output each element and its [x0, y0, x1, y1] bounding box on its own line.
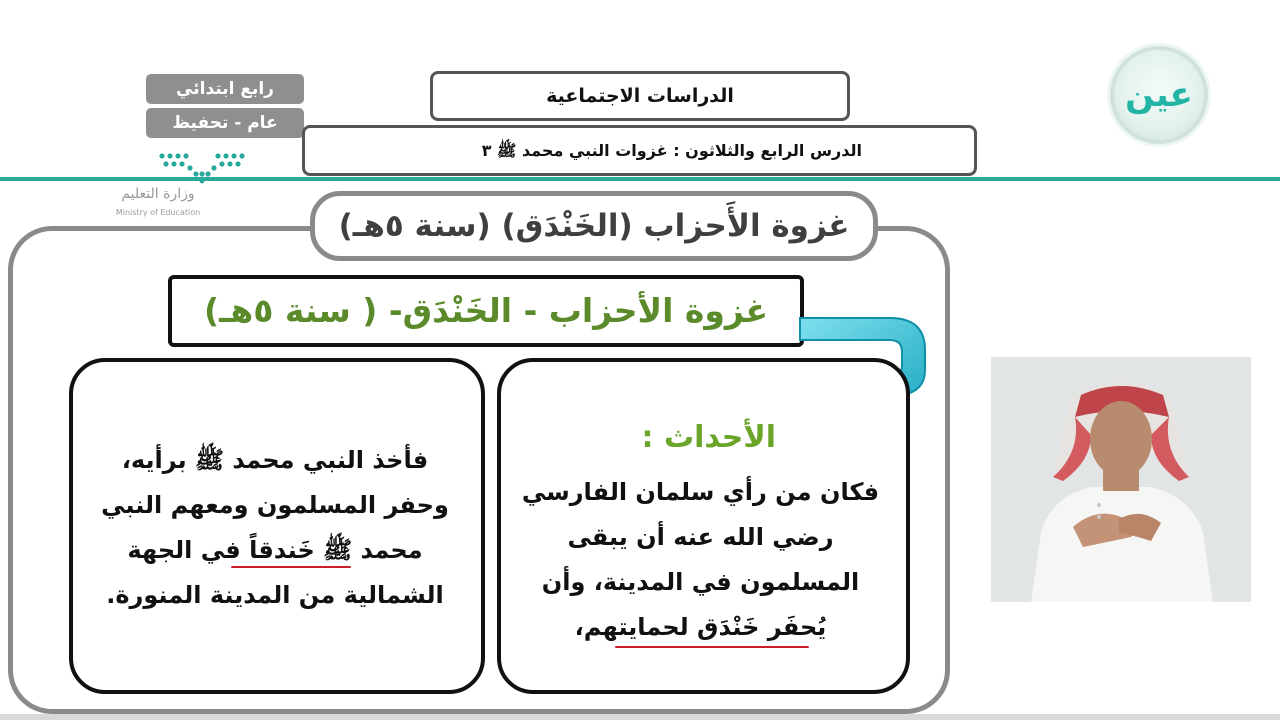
- lesson-title: الدرس الرابع والثلاثون : غزوات النبي محمد ﷺ ٣: [302, 125, 977, 176]
- presenter-figure-icon: [991, 357, 1251, 602]
- ministry-name-ar: وزارة التعليم: [121, 186, 195, 202]
- outcome-text: [87, 438, 463, 618]
- events-heading: الأحداث :: [641, 420, 776, 455]
- events-text: [513, 470, 888, 650]
- events-line: رضي الله عنه أن يبقى: [567, 523, 834, 551]
- outcome-line: فأخذ النبي محمد ﷺ برأيه،: [121, 446, 429, 474]
- events-line: يُحفَر خَنْدَق لحمايتهم،: [574, 613, 827, 641]
- ministry-emblem-icon: [156, 150, 248, 184]
- events-line: المسلمون في المدينة، وأن: [541, 568, 860, 596]
- bottom-edge: [0, 714, 1280, 720]
- track-badge: عام - تحفيظ: [146, 108, 304, 138]
- grade-badge: رابع ابتدائي: [146, 74, 304, 104]
- ministry-logo: [108, 150, 258, 220]
- subject-title: الدراسات الاجتماعية: [430, 71, 850, 121]
- red-underline: [615, 646, 809, 648]
- outcome-line: وحفر المسلمون ومعهم النبي: [101, 491, 449, 519]
- events-card: [497, 358, 910, 694]
- channel-logo: عين: [1110, 46, 1208, 144]
- presenter-video: [991, 357, 1251, 602]
- events-line: فكان من رأي سلمان الفارسي: [521, 478, 880, 506]
- slide-subtitle: غزوة الأحزاب - الخَنْدَق- ( سنة ٥هـ): [168, 275, 804, 347]
- red-underline: [231, 566, 351, 568]
- outcome-card: [69, 358, 485, 694]
- outcome-line: الشمالية من المدينة المنورة.: [106, 581, 444, 609]
- ministry-name-en: Ministry of Education: [115, 208, 201, 217]
- outcome-line: محمد ﷺ خَندقاً في الجهة: [127, 536, 423, 564]
- slide-title: غزوة الأَحزاب (الخَنْدَق) (سنة ٥هـ): [310, 191, 878, 261]
